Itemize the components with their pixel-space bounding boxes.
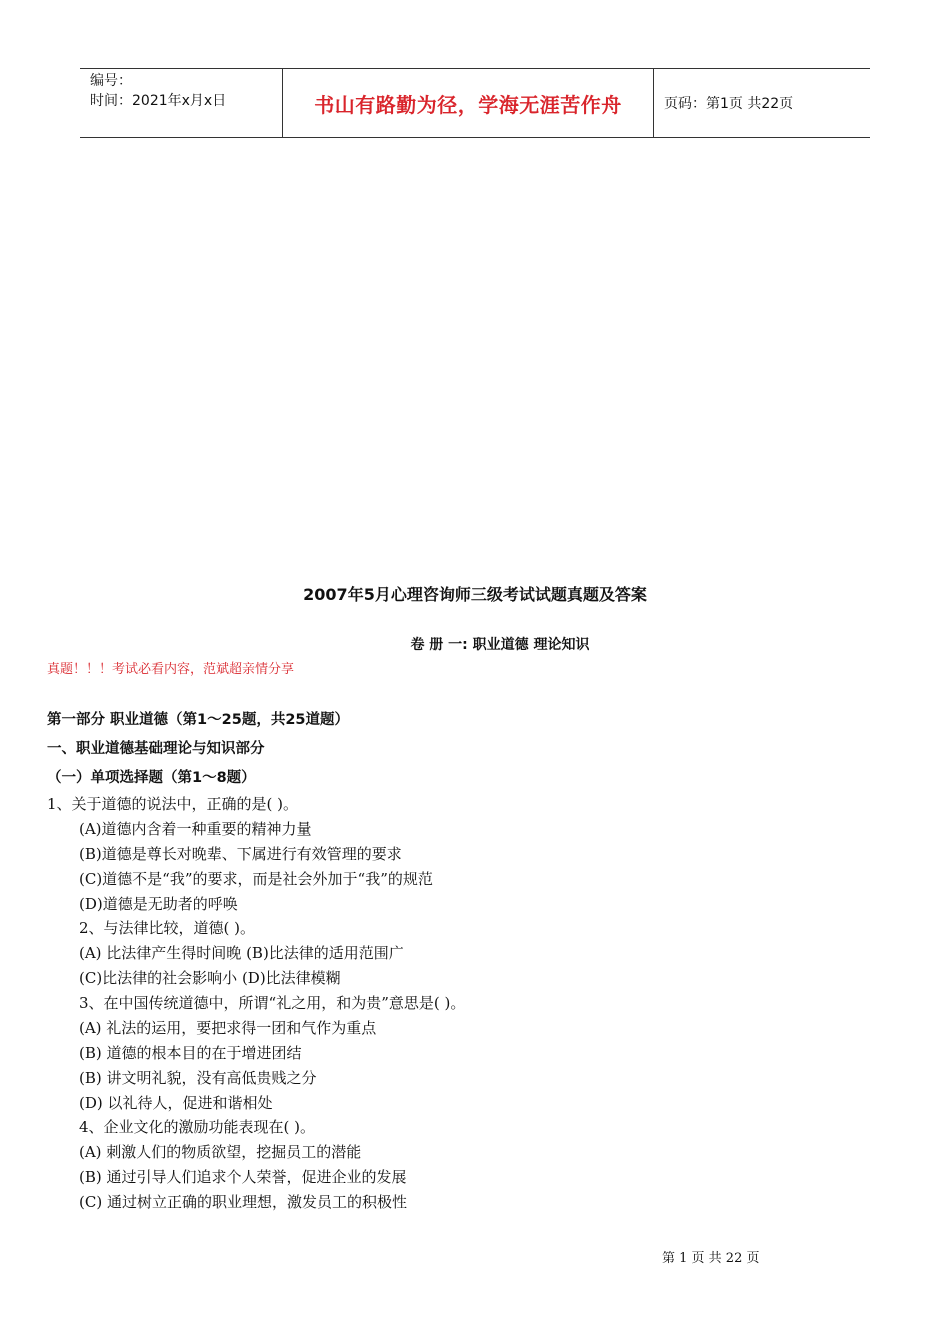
part-heading: 第一部分 职业道德（第1～25题，共25道题） [47,712,349,728]
question-4-option-c: (C) 通过树立正确的职业理想，激发员工的积极性 [79,1193,407,1211]
page-info: 页码：第1页 共22页 [664,96,794,112]
question-1-option-a: (A)道德内含着一种重要的精神力量 [79,820,312,838]
header-table [80,68,870,138]
document-subtitle: 卷 册 一: 职业道德 理论知识 [410,637,590,653]
header-meta-cell [80,69,282,137]
red-note: 真题！！！考试必看内容，范斌超亲情分享 [47,662,295,677]
document-title: 2007年5月心理咨询师三级考试试题真题及答案 [303,585,647,604]
question-3: 3、在中国传统道德中，所谓“礼之用，和为贵”意思是( )。 [79,994,466,1012]
question-3-option-a: (A) 礼法的运用，要把求得一团和气作为重点 [79,1019,377,1037]
question-4: 4、企业文化的激励功能表现在( )。 [79,1118,316,1136]
question-2-options-ab: (A) 比法律产生得时间晚 (B)比法律的适用范围广 [79,944,404,962]
page-footer: 第 1 页 共 22 页 [662,1251,760,1266]
subsection-heading: （一）单项选择题（第1～8题） [47,770,256,786]
question-2-options-cd: (C)比法律的社会影响小 (D)比法律模糊 [79,969,341,987]
question-4-option-a: (A) 刺激人们的物质欲望，挖掘员工的潜能 [79,1143,362,1161]
question-4-option-b: (B) 通过引导人们追求个人荣誉，促进企业的发展 [79,1168,407,1186]
question-1-option-d: (D)道德是无助者的呼唤 [79,895,238,913]
question-1-option-c: (C)道德不是“我”的要求，而是社会外加于“我”的规范 [79,870,433,888]
question-3-option-b2: (B) 讲文明礼貌，没有高低贵贱之分 [79,1069,317,1087]
motto-text: 书山有路勤为径，学海无涯苦作舟 [314,92,622,117]
question-2: 2、与法律比较，道德( )。 [79,919,256,937]
question-3-option-b: (B) 道德的根本目的在于增进团结 [79,1044,302,1062]
header-page-cell [654,69,870,137]
question-1: 1、关于道德的说法中，正确的是( )。 [47,795,299,813]
header-motto-cell [282,69,654,137]
time-label: 时间：2021年x月x日 [90,93,227,109]
section-heading: 一、职业道德基础理论与知识部分 [47,741,265,757]
question-3-option-d: (D) 以礼待人，促进和谐相处 [79,1094,273,1112]
number-label: 编号： [90,73,132,89]
question-1-option-b: (B)道德是尊长对晚辈、下属进行有效管理的要求 [79,845,402,863]
